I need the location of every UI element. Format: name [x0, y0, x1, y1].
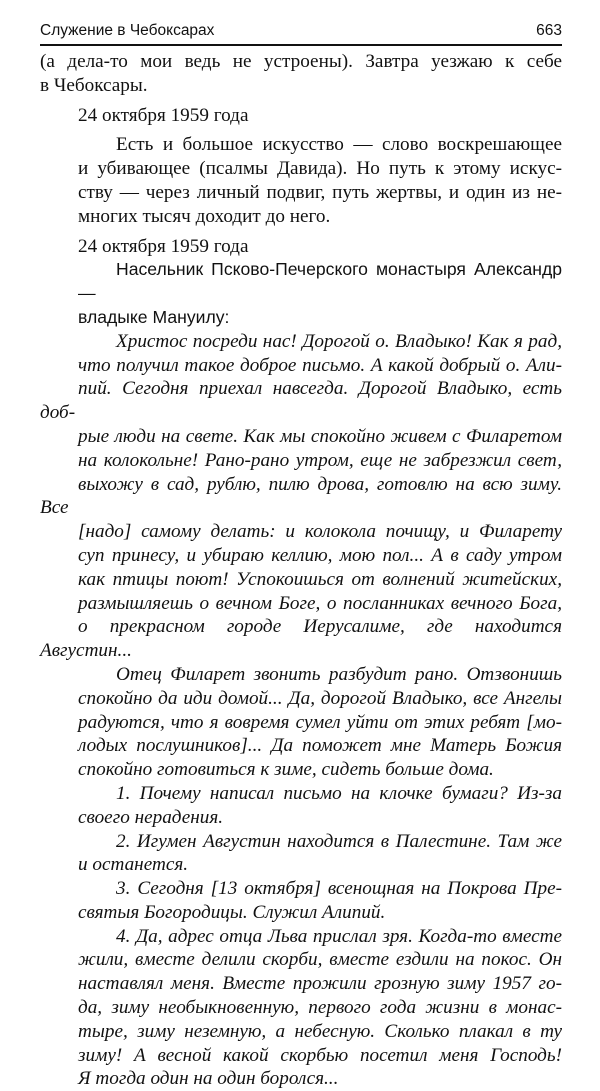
- text-line: многих тысяч доходит до него.: [78, 205, 331, 227]
- text-line: и убивающее (псалмы Давида). Но путь к этому искус-: [78, 158, 562, 180]
- text-line: выхожу в сад, рублю, пилю дрова, готовлю на всю зиму. Все: [40, 473, 562, 519]
- letter-heading: [40, 258, 562, 329]
- numbered-note: [40, 925, 562, 1091]
- text-line: своего нерадения.: [78, 806, 224, 828]
- text-line: владыке Мануилу:: [78, 306, 230, 327]
- diary-date: 24 октября 1959 года: [78, 104, 249, 126]
- page-body: [40, 50, 562, 1091]
- text-line: жили, вместе делили скорби, вместе ездили на покос. Он: [78, 949, 562, 971]
- text-line: наставлял меня. Вместе прожили грозную зиму 1957 го-: [78, 973, 562, 995]
- text-line: Насельник Псково-Печерского монастыря Александр —: [78, 259, 562, 304]
- text-line: что получил такое доброе письмо. А какой добрый о. Али-: [78, 354, 562, 376]
- text-line: как птицы поют! Успокоишься от волнений житейских,: [78, 568, 562, 590]
- letter-paragraph: [40, 330, 562, 663]
- text-line: в Чебоксары.: [40, 74, 148, 96]
- text-line: рые люди на свете. Как мы спокойно живем с Филаретом: [78, 425, 562, 447]
- text-line: лодых послушников]... Да поможет мне Матерь Божия: [78, 735, 562, 757]
- text-line: спокойно да иди домой... Да, дорогой Владыко, все Ангелы: [78, 687, 562, 709]
- text-line: Христос посреди нас! Дорогой о. Владыко! Как я рад,: [116, 330, 562, 352]
- text-line: 3. Сегодня [13 октября] всенощная на Покрова Пре-: [116, 878, 562, 900]
- text-line: на колокольне! Рано-рано утром, еще не забрезжил свет,: [78, 449, 562, 471]
- text-line: спокойно готовиться к зиме, сидеть больше дома.: [78, 759, 494, 781]
- numbered-note: [40, 877, 562, 925]
- numbered-note: [40, 782, 562, 830]
- text-line: [надо] самому делать: и колокола почищу, и Филарету: [78, 521, 562, 543]
- text-line: Отец Филарет звонить разбудит рано. Отзвонишь: [116, 663, 562, 685]
- text-line: 4. Да, адрес отца Льва прислал зря. Когда-то вместе: [116, 925, 562, 947]
- chapter-title: Служение в Чебоксарах: [40, 22, 215, 39]
- running-header: [40, 12, 562, 46]
- text-line: размышляешь о вечном Боге, о посланниках вечного Бога,: [78, 592, 562, 614]
- text-line: радуются, что я вовремя сумел уйти от этих ребят [мо-: [78, 711, 562, 733]
- diary-date: 24 октября 1959 года: [78, 235, 249, 257]
- text-line: о прекрасном городе Иерусалиме, где находится Августин...: [40, 616, 562, 662]
- letter-paragraph: [40, 663, 562, 782]
- text-line: (а дела-то мои ведь не устроены). Завтра уезжаю к себе: [40, 51, 562, 72]
- text-line: ству — через личный подвиг, путь жертвы, и один из не-: [78, 181, 562, 203]
- text-line: да, зиму необыкновенную, первого года жизни в монас-: [78, 997, 562, 1019]
- page-number: 663: [536, 22, 562, 39]
- text-line: суп принесу, и убираю келлию, мою пол... А в саду утром: [78, 544, 562, 566]
- text-line: Есть и большое искусство — слово воскрешающее: [116, 134, 562, 156]
- numbered-note: [40, 830, 562, 878]
- text-line: 2. Игумен Августин находится в Палестине. Там же: [116, 830, 562, 852]
- text-line: тыре, зиму неземную, а небесную. Сколько плакал в ту: [78, 1020, 562, 1042]
- text-line: святыя Богородицы. Служил Алипий.: [78, 901, 386, 923]
- text-line: зиму! А весной какой скорбью посетил меня Господь!: [78, 1044, 562, 1066]
- text-line: Я тогда один на один боролся...: [78, 1068, 339, 1090]
- diary-entry-paragraph: [40, 133, 562, 228]
- paragraph-continued: [40, 50, 562, 98]
- text-line: 1. Почему написал письмо на клочке бумаги? Из-за: [116, 782, 562, 804]
- text-line: пий. Сегодня приехал навсегда. Дорогой Владыко, есть доб-: [40, 378, 562, 424]
- text-line: и останется.: [78, 854, 189, 876]
